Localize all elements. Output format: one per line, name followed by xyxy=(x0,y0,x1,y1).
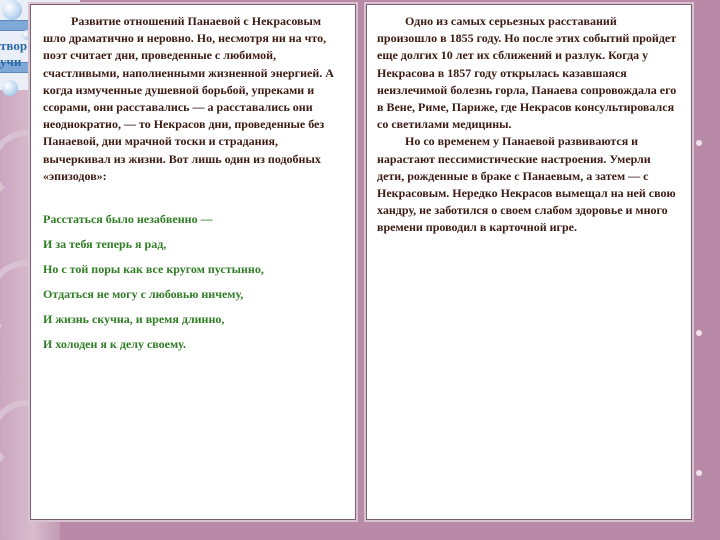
poem-block xyxy=(43,207,345,357)
right-paragraph-1: Одно из самых серьезных расставаний произошло в 1855 году. Но после этих событий пройдет еще долгих 10 лет их сближений и разлук. Когда у Некрасова в 1857 году открылась казавшаяся неизлечимой болезнь горла, Панаева сопровождала его в Вене, Риме, Париже, где Некрасов консультировался со светилами медицины. xyxy=(377,14,677,132)
poem-line: И холоден я к делу своему. xyxy=(43,337,186,352)
poem-line: Расстаться было незабвенно — xyxy=(43,212,213,227)
poem-line: И жизнь скучна, и время длинно, xyxy=(43,312,225,327)
left-paragraph: Развитие отношений Панаевой с Некрасовым шло драматично и неровно. Но, несмотря ни на что, поэт считает дни, проведенные с любимой, счастливыми, наполненными жизненной энергией. А когда измученные душевной борьбой, упреками и ссорами, они расставались — а расставались они неоднократно, — то Некрасов дни, проведенные без Панаевой, дни мрачной тоски и страдания, вычеркивал из жизни. Вот лишь один из подобных «эпизодов»: xyxy=(43,14,334,183)
poem-line: Отдаться не могу с любовью ничему, xyxy=(43,287,244,302)
decorative-orb-icon xyxy=(2,0,22,20)
decorative-dot xyxy=(696,470,702,476)
decorative-word: твор xyxy=(0,38,28,53)
poem-line: Но с той поры как все кругом пустынно, xyxy=(43,262,264,277)
right-text-panel xyxy=(366,4,692,520)
right-paragraph-2: Но со временем у Панаевой развиваются и нарастают пессимистические настроения. Умерли дети, рожденные в браке с Панаевым, а затем — с Некрасовым. Нередко Некрасов вымещал на ней свою хандру, не заботился о своем слабом здоровье и много времени проводил в карточной игре. xyxy=(377,134,676,235)
poem-line: И за тебя теперь я рад, xyxy=(43,237,167,252)
decorative-dot xyxy=(696,330,702,336)
decorative-dot xyxy=(696,140,702,146)
decorative-word: учи xyxy=(0,54,22,69)
decorative-orb-icon xyxy=(2,80,18,96)
left-text-panel xyxy=(30,4,356,520)
